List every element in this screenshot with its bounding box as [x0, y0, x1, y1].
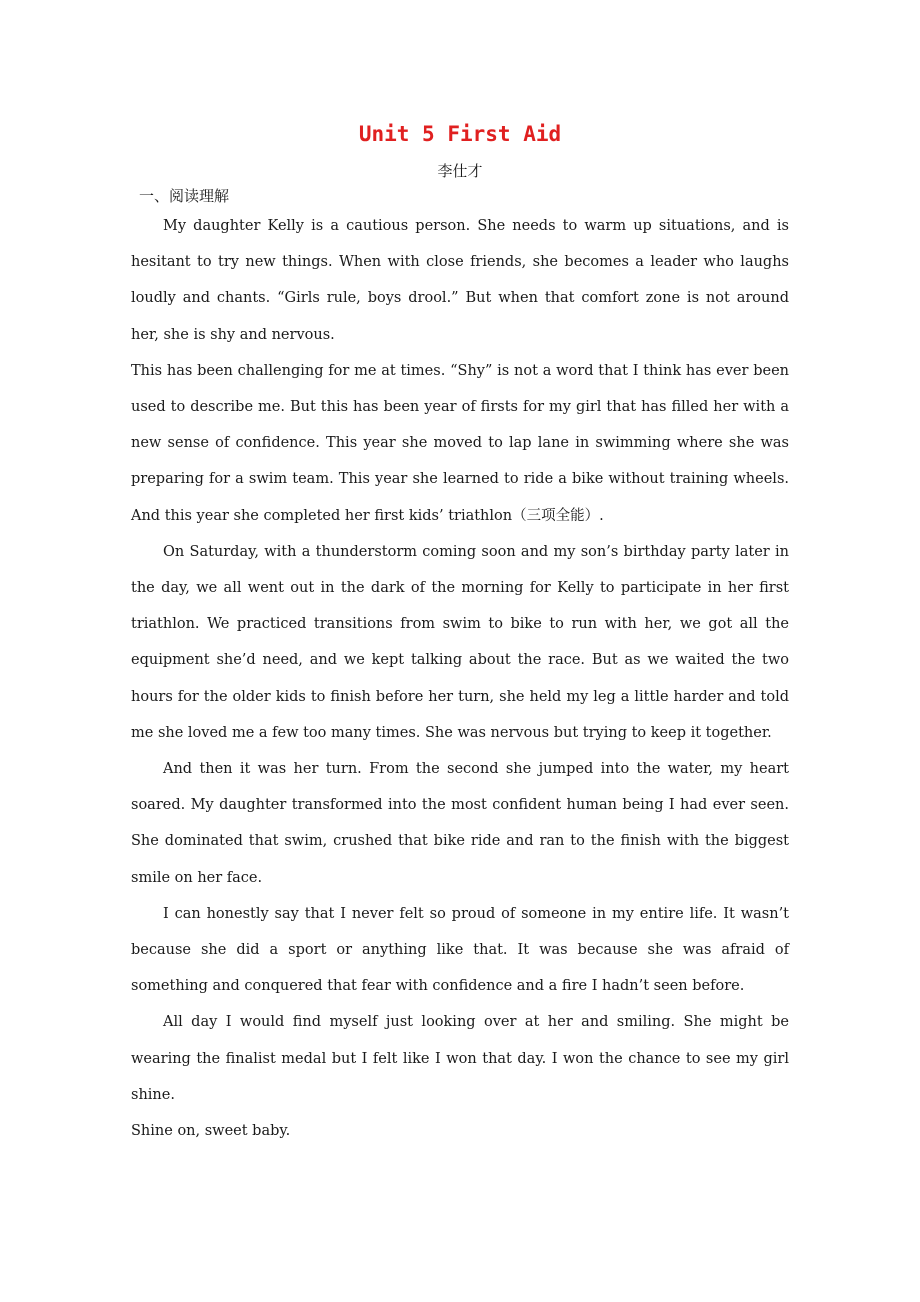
paragraph-1: My daughter Kelly is a cautious person. She needs to warm up situations, and is hesitant to try new things. When with close friends, she becomes a leader who laughs loudly and chants. “Girls rule, boys drool.” But when that comfort zone is not around her, she is shy and nervous. [131, 218, 789, 343]
document-title: Unit 5 First Aid [358, 122, 562, 146]
paragraph-5: I can honestly say that I never felt so proud of someone in my entire life. It wasn’t because she did a sport or anything like that. It was because she was afraid of something and conquered that fear with confidence and a fire I hadn’t seen before. [131, 905, 789, 995]
paragraph-6: All day I would find myself just looking over at her and smiling. She might be wearing the finalist medal but I felt like I won that day. I won the chance to see my girl shine. [131, 1014, 789, 1103]
paragraph-7: Shine on, sweet baby. [131, 1123, 291, 1140]
paragraph-4: And then it was her turn. From the second she jumped into the water, my heart soared. My daughter transformed into the most confident human being I had ever seen. She dominated that swim, crushed that bike ride and ran to the finish with the biggest smile on her face. [131, 761, 789, 886]
paragraph-3: On Saturday, with a thunderstorm coming soon and my son’s birthday party later in the day, we all went out in the dark of the morning for Kelly to participate in her first triathlon. We practiced transitions from swim to bike to run with her, we got all the equipment she’d need, and we kept talking about the race. But as we waited the two hours for the older kids to finish before her turn, she held my leg a little harder and told me she loved me a few too many times. She was nervous but trying to keep it together. [131, 543, 789, 741]
section-heading: 一、阅读理解 [139, 187, 230, 205]
reading-passage [131, 208, 789, 1149]
paragraph-2: This has been challenging for me at times. “Shy” is not a word that I think has ever been used to describe me. But this has been year of firsts for my girl that has filled her with a new sense of confidence. This year she moved to lap lane in swimming where she was preparing for a swim team. This year she learned to ride a bike without training wheels. And this year she completed her first kids’ triathlon（三项全能）. [131, 362, 789, 524]
author-name: 李仕才 [437, 162, 483, 180]
